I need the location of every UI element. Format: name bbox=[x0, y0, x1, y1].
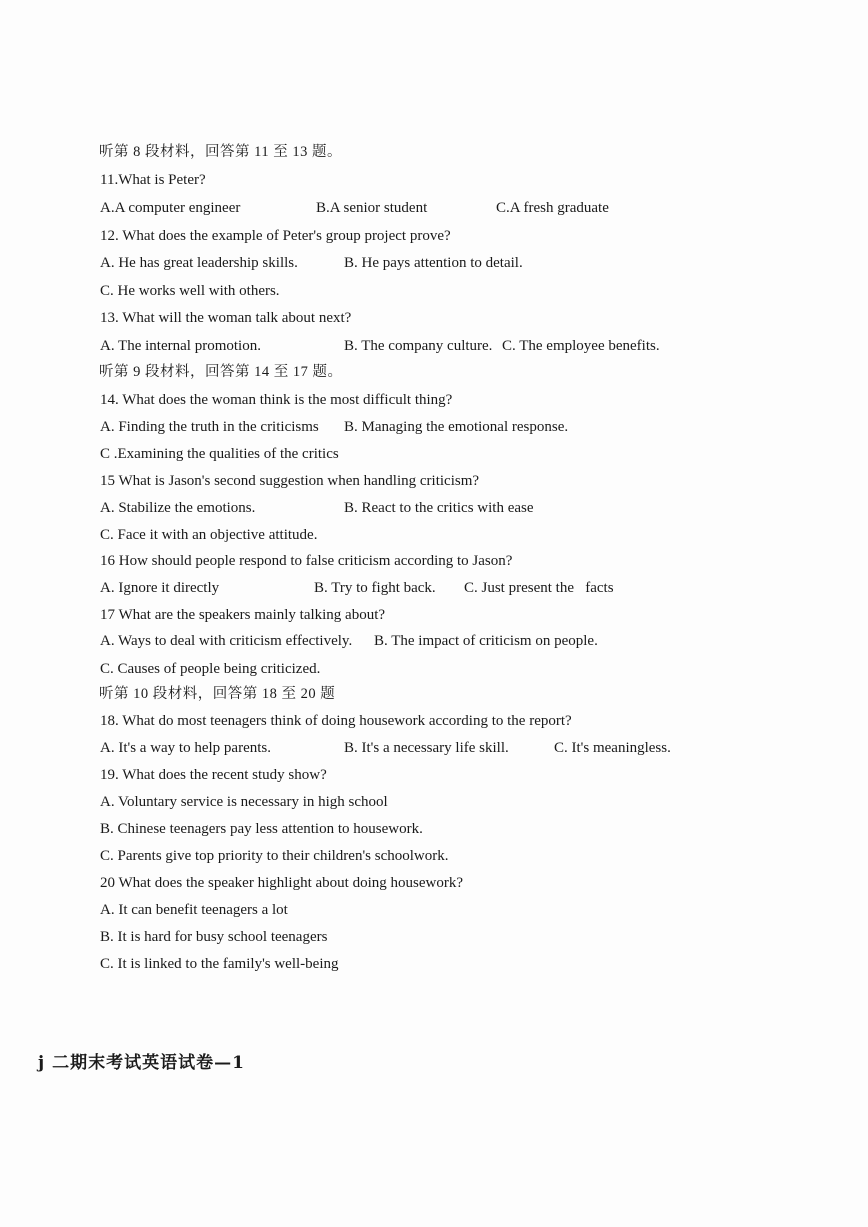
q15-option-c: C. Face it with an objective attitude. bbox=[100, 527, 318, 543]
q17-option-b: B. The impact of criticism on people. bbox=[374, 633, 598, 649]
q14-option-a: A. Finding the truth in the criticisms bbox=[100, 419, 319, 435]
q16-option-b: B. Try to fight back. bbox=[314, 580, 436, 596]
q12-option-b: B. He pays attention to detail. bbox=[344, 255, 523, 271]
question-14: 14. What does the woman think is the most difficult thing? bbox=[100, 392, 453, 408]
q12-option-a: A. He has great leadership skills. bbox=[100, 255, 298, 271]
q14-option-b: B. Managing the emotional response. bbox=[344, 419, 569, 435]
q20-option-a: A. It can benefit teenagers a lot bbox=[100, 902, 288, 918]
q13-option-b: B. The company culture. bbox=[344, 338, 493, 354]
section-heading-9: 听第 9 段材料，回答第 14 至 17 题。 bbox=[99, 364, 343, 380]
q20-option-c: C. It is linked to the family's well-being bbox=[100, 956, 339, 972]
page-footer: j 二期末考试英语试卷—1 bbox=[38, 1053, 245, 1073]
q16-option-a: A. Ignore it directly bbox=[100, 580, 220, 596]
q17-option-a: A. Ways to deal with criticism effectively. bbox=[100, 633, 353, 649]
question-20: 20 What does the speaker highlight about doing housework? bbox=[100, 875, 463, 891]
q18-option-a: A. It's a way to help parents. bbox=[100, 740, 271, 756]
q17-option-c: C. Causes of people being criticized. bbox=[100, 661, 321, 677]
q18-option-c: C. It's meaningless. bbox=[554, 740, 671, 756]
q11-option-a: A.A computer engineer bbox=[100, 200, 241, 216]
q18-option-b: B. It's a necessary life skill. bbox=[344, 740, 509, 756]
question-13: 13. What will the woman talk about next? bbox=[100, 310, 352, 326]
q13-option-c: C. The employee benefits. bbox=[502, 338, 660, 354]
section-heading-10: 听第 10 段材料，回答第 18 至 20 题 bbox=[99, 686, 336, 702]
question-15: 15 What is Jason's second suggestion when handling criticism? bbox=[100, 473, 480, 489]
question-12: 12. What does the example of Peter's group project prove? bbox=[100, 228, 451, 244]
q16-option-c: C. Just present the facts bbox=[464, 580, 614, 596]
section-heading-8: 听第 8 段材料，回答第 11 至 13 题。 bbox=[99, 144, 342, 160]
question-11: 11.What is Peter? bbox=[100, 172, 206, 188]
q15-option-b: B. React to the critics with ease bbox=[344, 500, 534, 516]
q19-option-a: A. Voluntary service is necessary in high school bbox=[100, 794, 388, 810]
question-16: 16 How should people respond to false criticism according to Jason? bbox=[100, 553, 513, 569]
q11-option-b: B.A senior student bbox=[316, 200, 428, 216]
question-19: 19. What does the recent study show? bbox=[100, 767, 327, 783]
q13-option-a: A. The internal promotion. bbox=[100, 338, 261, 354]
q15-option-a: A. Stabilize the emotions. bbox=[100, 500, 256, 516]
q11-option-c: C.A fresh graduate bbox=[496, 200, 609, 216]
question-18: 18. What do most teenagers think of doing housework according to the report? bbox=[100, 713, 572, 729]
q19-option-c: C. Parents give top priority to their children's schoolwork. bbox=[100, 848, 449, 864]
q14-option-c: C .Examining the qualities of the critics bbox=[100, 446, 339, 462]
q20-option-b: B. It is hard for busy school teenagers bbox=[100, 929, 328, 945]
question-17: 17 What are the speakers mainly talking about? bbox=[100, 607, 386, 623]
q12-option-c: C. He works well with others. bbox=[100, 283, 280, 299]
q19-option-b: B. Chinese teenagers pay less attention to housework. bbox=[100, 821, 423, 837]
